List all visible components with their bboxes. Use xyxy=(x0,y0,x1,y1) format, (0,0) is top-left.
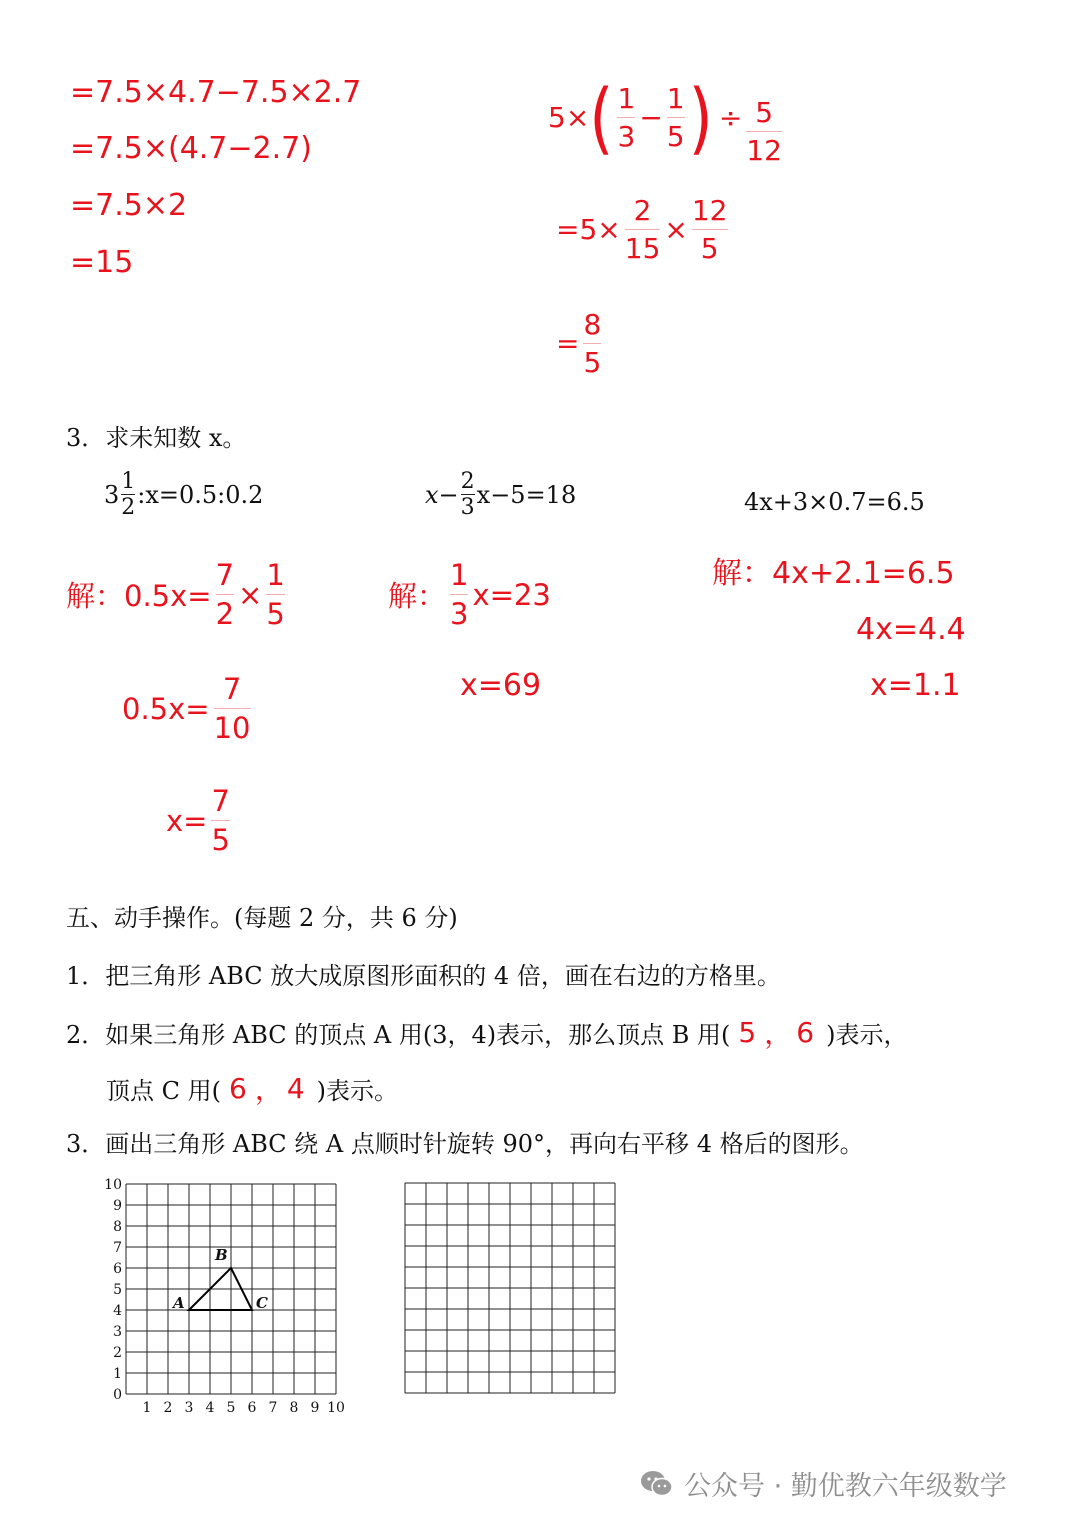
grid-lines xyxy=(126,1184,336,1394)
answer-b-y: 6 xyxy=(796,1015,815,1049)
equation-2: x− $\frac{2}{3}$ x−5=18 xyxy=(425,469,577,521)
y-tick-label: 5 xyxy=(113,1282,122,1298)
x-tick-label: 1 xyxy=(142,1400,152,1416)
q3-title: 3．求未知数 x。 xyxy=(66,424,247,452)
empty-grid-lines xyxy=(405,1183,615,1393)
solution-3-line-1: 解：4x+2.1=6.5 xyxy=(712,556,955,591)
empty-grid xyxy=(400,1178,620,1398)
y-tick-label: 1 xyxy=(113,1366,122,1382)
solution-3-line-3: x=1.1 xyxy=(870,668,961,703)
answer-c-x: 6 xyxy=(228,1071,247,1105)
calc-left-line-3: =7.5×2 xyxy=(70,188,188,223)
axis-labels xyxy=(104,1177,345,1416)
question-1-text: 1．把三角形 ABC 放大成原图形面积的 4 倍，画在右边的方格里。 xyxy=(66,962,781,990)
y-tick-label: 2 xyxy=(113,1345,122,1361)
vertex-label: C xyxy=(256,1294,268,1312)
answer-c-y: 4 xyxy=(286,1071,305,1105)
section-5-heading: 五、动手操作。(每题 2 分，共 6 分) xyxy=(66,904,458,932)
x-tick-label: 10 xyxy=(327,1400,345,1416)
x-tick-label: 6 xyxy=(247,1400,257,1416)
coordinate-grid xyxy=(100,1172,350,1422)
x-tick-label: 9 xyxy=(310,1400,320,1416)
y-tick-label: 8 xyxy=(113,1219,122,1235)
x-tick-label: 7 xyxy=(268,1400,278,1416)
x-tick-label: 4 xyxy=(205,1400,215,1416)
y-tick-label: 9 xyxy=(113,1198,122,1214)
y-tick-label: 3 xyxy=(113,1324,122,1340)
solution-3-line-2: 4x=4.4 xyxy=(856,612,966,647)
solution-1-line-2: 0.5x= $\frac{7}{10}$ xyxy=(122,672,251,746)
equation-3: 4x+3×0.7=6.5 xyxy=(744,488,925,516)
calc-left-line-1: =7.5×4.7−7.5×2.7 xyxy=(70,75,362,110)
y-tick-label: 0 xyxy=(113,1387,122,1403)
y-tick-label: 7 xyxy=(113,1240,122,1256)
calc-left-line-4: =15 xyxy=(70,245,134,280)
question-3-text: 3．画出三角形 ABC 绕 A 点顺时针旋转 90°，再向右平移 4 格后的图形。 xyxy=(66,1130,864,1158)
calc-right-line-2: =5× $\frac{2}{15}$ × $\frac{12}{5}$ xyxy=(556,194,728,266)
x-tick-label: 5 xyxy=(226,1400,236,1416)
y-tick-label: 10 xyxy=(104,1177,122,1193)
solution-1-line-1: 解：0.5x= $\frac{7}{2}$ × $\frac{1}{5}$ xyxy=(66,558,285,632)
watermark: 公众号 · 勤优教六年级数学 xyxy=(640,1464,1007,1503)
answer-b-x: 5 xyxy=(738,1015,757,1049)
calc-right-line-3: = $\frac{8}{5}$ xyxy=(556,308,602,380)
x-tick-label: 8 xyxy=(289,1400,299,1416)
vertex-label: A xyxy=(173,1294,185,1312)
wechat-icon xyxy=(640,1469,674,1499)
question-2-line-1: 2．如果三角形 ABC 的顶点 A 用(3，4)表示，那么顶点 B 用( 5 ， 6 )表示， xyxy=(66,1015,908,1050)
solution-2-line-1: 解： $\frac{1}{3}$ x=23 xyxy=(388,558,551,632)
calc-right-line-1: 5× ( $\frac{1}{3}$ − $\frac{1}{5}$ ) ÷ $\frac{5}{12}$ xyxy=(548,71,782,168)
solution-2-line-2: x=69 xyxy=(460,668,542,703)
equation-1: 3 $\frac{1}{2}$ :x=0.5:0.2 xyxy=(104,469,264,521)
vertex-label: B xyxy=(215,1246,228,1264)
solution-1-line-3: x= $\frac{7}{5}$ xyxy=(166,784,230,858)
triangle-abc xyxy=(171,1246,268,1312)
x-tick-label: 3 xyxy=(184,1400,194,1416)
question-2-line-2: 顶点 C 用( 6 ， 4 )表示。 xyxy=(106,1071,399,1106)
y-tick-label: 4 xyxy=(113,1303,122,1319)
x-tick-label: 2 xyxy=(163,1400,173,1416)
calc-left-line-2: =7.5×(4.7−2.7) xyxy=(70,131,312,166)
y-tick-label: 6 xyxy=(113,1261,122,1277)
